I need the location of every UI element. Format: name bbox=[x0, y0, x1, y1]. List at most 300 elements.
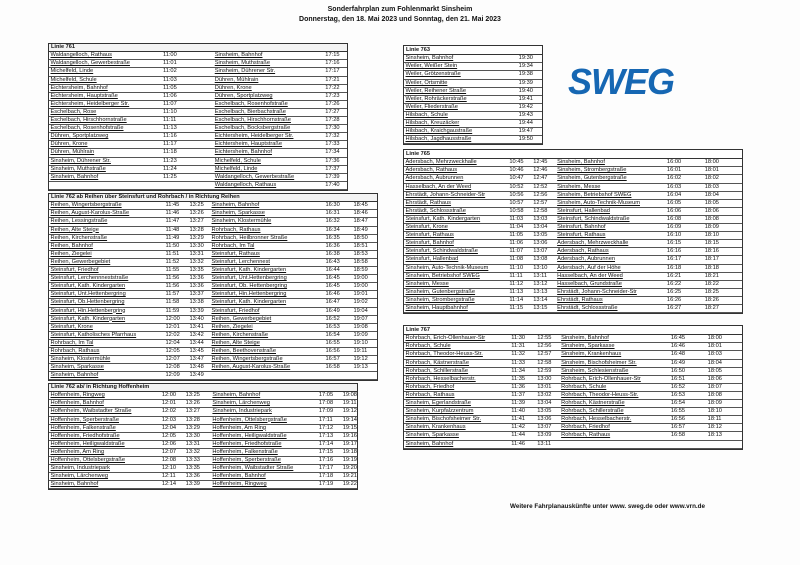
table-row bbox=[49, 392, 357, 400]
departure-time: 11:07 bbox=[508, 248, 532, 256]
departure-time: 13:44 bbox=[188, 339, 210, 347]
stop-name: Sinsheim, Auto-Technik-Museum bbox=[404, 264, 508, 272]
table-row bbox=[404, 416, 742, 424]
departure-time: 17:21 bbox=[324, 76, 346, 84]
departure-time: 13:31 bbox=[188, 250, 210, 258]
stop-name: Rohrbach, Friedhof bbox=[404, 383, 510, 391]
departure-time: 16:54 bbox=[324, 331, 352, 339]
departure-time: 13:36 bbox=[188, 275, 210, 283]
departure-time: 11:31 bbox=[510, 343, 536, 351]
stop-name: Reihen, August-Karolus-Straße bbox=[210, 364, 324, 372]
timetable-762-hoffenheim bbox=[48, 383, 358, 490]
departure-time: 11:39 bbox=[510, 400, 536, 408]
stop-name: Rohrbach, Rathaus bbox=[404, 391, 510, 399]
departure-time: 17:34 bbox=[324, 149, 346, 157]
stop-name: Steinsfurt, Hin.Hettenbergring bbox=[49, 307, 164, 315]
table-row bbox=[404, 183, 742, 191]
departure-time: 18:01 bbox=[703, 167, 742, 175]
departure-time: 18:02 bbox=[703, 175, 742, 183]
table-row bbox=[404, 440, 742, 448]
departure-time: 17:18 bbox=[317, 473, 341, 481]
stop-name: Sinsheim, Industriepark bbox=[211, 408, 317, 416]
stop-name: Hoffenheim, Bahnhof bbox=[49, 400, 160, 408]
departure-time: 18:06 bbox=[703, 207, 742, 215]
departure-time: 16:35 bbox=[324, 234, 352, 242]
stop-name: Eichtersheim, Hauptstraße bbox=[213, 141, 324, 149]
table-row bbox=[49, 364, 377, 372]
empty-cell bbox=[210, 372, 324, 380]
table-row bbox=[49, 117, 347, 125]
table-title: Linie 762 ab Reihen über Steinsfurt und Rohrbach / in Richtung Reihen bbox=[49, 194, 377, 202]
stop-name: Steinsfurt, Katholisches Pfarrhaus bbox=[49, 331, 164, 339]
stop-name: Sinsheim, Messe bbox=[556, 183, 666, 191]
departure-time: 11:08 bbox=[508, 256, 532, 264]
departure-time: 12:04 bbox=[164, 339, 188, 347]
table-row bbox=[49, 210, 377, 218]
departure-time: 12:58 bbox=[536, 359, 560, 367]
departure-time: 19:44 bbox=[517, 120, 542, 128]
stop-name: Rohrbach, Schillerstraße bbox=[404, 367, 510, 375]
departure-time: 11:46 bbox=[164, 210, 188, 218]
stop-name: Sinsheim, Industriepark bbox=[49, 465, 160, 473]
departure-time: 11:34 bbox=[510, 367, 536, 375]
departure-time: 12:47 bbox=[532, 175, 556, 183]
stop-name: Reihen, Ziegelei bbox=[49, 250, 164, 258]
departure-time: 11:15 bbox=[508, 304, 532, 312]
departure-time: 17:23 bbox=[324, 92, 346, 100]
departure-time: 18:08 bbox=[706, 391, 742, 399]
empty-cell bbox=[345, 108, 347, 116]
stop-name: Steinsfurt, Unt.Hettenbergring bbox=[49, 291, 164, 299]
stop-name: Reihen, Gewerbegebiet bbox=[210, 315, 324, 323]
stop-name: Sinsheim, Egerlandstraße bbox=[404, 400, 510, 408]
departure-time: 13:39 bbox=[184, 481, 211, 489]
departure-time: 11:44 bbox=[510, 432, 536, 440]
stop-name: Sinsheim, Kurpfalzzentrum bbox=[404, 408, 510, 416]
stop-name: Reihen, Alte Steige bbox=[210, 339, 324, 347]
stop-name: Michelfeld, Linde bbox=[213, 165, 324, 173]
stop-name: Reihen, August-Karolus-Straße bbox=[49, 210, 164, 218]
stop-name: Eichtersheim, Heidelberger Str. bbox=[213, 133, 324, 141]
departure-time: 18:17 bbox=[703, 256, 742, 264]
stop-name: Sinsheim, Bahnhof bbox=[560, 335, 670, 343]
stop-name: Sinsheim, Bischofsheimer Str. bbox=[560, 359, 670, 367]
departure-time: 13:30 bbox=[184, 432, 211, 440]
table-row bbox=[49, 440, 357, 448]
departure-time: 11:05 bbox=[508, 232, 532, 240]
stop-name: Waldangelloch, Rathaus bbox=[49, 52, 161, 60]
departure-time: 13:35 bbox=[184, 465, 211, 473]
stop-name: Rohrbach, Rathaus bbox=[210, 226, 324, 234]
departure-time: 11:07 bbox=[161, 100, 211, 108]
stop-name: Hoffenheim, Ottelsbergstraße bbox=[211, 416, 317, 424]
departure-time: 16:44 bbox=[324, 267, 352, 275]
departure-time: 18:49 bbox=[352, 226, 377, 234]
departure-time: 10:45 bbox=[508, 159, 532, 167]
stop-name: Reihen, Bahnhof bbox=[49, 242, 164, 250]
departure-time: 12:06 bbox=[160, 440, 184, 448]
stop-name: Steinsfurt, Ob. Hettenbergring bbox=[210, 283, 324, 291]
departure-time: 13:33 bbox=[184, 457, 211, 465]
departure-time: 11:57 bbox=[164, 291, 188, 299]
table-row bbox=[404, 256, 742, 264]
empty-cell bbox=[560, 440, 670, 448]
stop-name: Steinsfurt, Schindwaldstraße bbox=[556, 215, 666, 223]
empty-cell bbox=[345, 52, 347, 60]
stop-name: Ehrstädt, Rathaus bbox=[556, 296, 666, 304]
empty-cell bbox=[49, 181, 161, 189]
table-row bbox=[49, 283, 377, 291]
departure-time: 13:10 bbox=[532, 264, 556, 272]
table-row bbox=[49, 307, 377, 315]
table-row bbox=[404, 63, 542, 71]
departure-time: 11:24 bbox=[161, 165, 211, 173]
departure-time: 11:41 bbox=[510, 416, 536, 424]
departure-time: 12:05 bbox=[164, 347, 188, 355]
departure-time: 19:01 bbox=[352, 291, 377, 299]
stop-name: Rohrbach, Im Tal bbox=[49, 339, 164, 347]
departure-time: 11:23 bbox=[161, 157, 211, 165]
empty-cell bbox=[345, 125, 347, 133]
departure-time: 11:00 bbox=[161, 52, 211, 60]
departure-time: 13:29 bbox=[188, 234, 210, 242]
departure-time: 18:01 bbox=[706, 343, 742, 351]
departure-time: 12:52 bbox=[532, 183, 556, 191]
departure-time: 16:04 bbox=[665, 191, 703, 199]
stop-name: Steinsfurt, Hin.Hettenbergring bbox=[210, 291, 324, 299]
departure-time: 11:11 bbox=[508, 272, 532, 280]
departure-time: 11:52 bbox=[164, 258, 188, 266]
stop-name: Weiler, Reihener Straße bbox=[404, 87, 517, 95]
departure-time: 18:59 bbox=[352, 267, 377, 275]
table-row bbox=[49, 250, 377, 258]
departure-time: 18:15 bbox=[703, 240, 742, 248]
stop-name: Eichtersheim, Bahnhof bbox=[213, 149, 324, 157]
departure-time: 18:22 bbox=[703, 280, 742, 288]
stop-name: Sinsheim, Bahnhof bbox=[211, 392, 317, 400]
departure-time: 16:49 bbox=[669, 359, 706, 367]
stop-name: Reihen, Gewerbegebiet bbox=[49, 258, 164, 266]
stop-name: Sinsheim, Bahnhof bbox=[404, 440, 510, 448]
empty-cell bbox=[345, 84, 347, 92]
table-row bbox=[49, 157, 347, 165]
stop-name: Reihen, Beethovenstraße bbox=[210, 347, 324, 355]
departure-time: 12:55 bbox=[536, 335, 560, 343]
departure-time: 18:45 bbox=[352, 202, 377, 210]
departure-time: 12:58 bbox=[532, 207, 556, 215]
table-row bbox=[404, 111, 542, 119]
table-row bbox=[404, 280, 742, 288]
stop-name: Hoffenheim, Ottelsbergstraße bbox=[49, 457, 160, 465]
stop-name: Dühren, Krone bbox=[213, 84, 324, 92]
table-row bbox=[404, 432, 742, 440]
departure-time: 17:14 bbox=[317, 440, 341, 448]
stop-name: Rohrbach, Erich-Ollenhauer-Str bbox=[404, 335, 510, 343]
stop-name: Sinsheim, Gutenbergstraße bbox=[404, 288, 508, 296]
departure-time: 19:47 bbox=[517, 128, 542, 136]
stop-name: Sinsheim, Betriebshof SWEG bbox=[404, 272, 508, 280]
stop-name: Reihen, Lessingstraße bbox=[49, 218, 164, 226]
table-row bbox=[49, 92, 347, 100]
timetable-grid bbox=[404, 335, 742, 449]
table-row bbox=[404, 424, 742, 432]
departure-time: 16:22 bbox=[665, 280, 703, 288]
departure-time: 13:09 bbox=[536, 432, 560, 440]
departure-time: 12:00 bbox=[164, 315, 188, 323]
departure-time: 18:46 bbox=[352, 210, 377, 218]
stop-name: Ehrstädt, Schlossstraße bbox=[556, 304, 666, 312]
departure-time: 16:09 bbox=[665, 224, 703, 232]
empty-cell bbox=[345, 141, 347, 149]
timetable-765 bbox=[403, 149, 743, 314]
departure-time: 18:05 bbox=[703, 199, 742, 207]
stop-name: Reihen, Kirchenstraße bbox=[210, 331, 324, 339]
departure-time: 13:36 bbox=[188, 283, 210, 291]
stop-name: Steinsfurt, Rathaus bbox=[404, 232, 508, 240]
departure-time: 11:50 bbox=[164, 242, 188, 250]
departure-time: 17:15 bbox=[324, 52, 346, 60]
departure-time: 11:35 bbox=[510, 375, 536, 383]
stop-name: Dühren, Sportplatzweg bbox=[213, 92, 324, 100]
empty-cell bbox=[345, 133, 347, 141]
departure-time: 11:42 bbox=[510, 424, 536, 432]
stop-name: Weiler, Fliederstraße bbox=[404, 103, 517, 111]
empty-cell bbox=[345, 149, 347, 157]
departure-time: 10:46 bbox=[508, 167, 532, 175]
departure-time: 16:53 bbox=[669, 391, 706, 399]
departure-time: 10:56 bbox=[508, 191, 532, 199]
departure-time: 12:45 bbox=[532, 159, 556, 167]
table-row bbox=[49, 218, 377, 226]
stop-name: Reihen, Ziegelei bbox=[210, 323, 324, 331]
stop-name: Eichtersheim, Hauptstraße bbox=[49, 92, 161, 100]
table-row bbox=[49, 202, 377, 210]
stop-name: Rohrbach, Kästnerstraße bbox=[404, 359, 510, 367]
departure-time: 12:08 bbox=[164, 364, 188, 372]
departure-time: 18:09 bbox=[706, 400, 742, 408]
table-row bbox=[49, 473, 357, 481]
table-row bbox=[404, 248, 742, 256]
stop-name: Steinsfurt, Kath. Kindergarten bbox=[210, 267, 324, 275]
table-row bbox=[404, 159, 742, 167]
departure-time: 16:45 bbox=[324, 283, 352, 291]
departure-time: 13:07 bbox=[532, 248, 556, 256]
stop-name: Rohrbach, Schule bbox=[404, 343, 510, 351]
departure-time: 13:35 bbox=[188, 267, 210, 275]
departure-time: 13:12 bbox=[532, 280, 556, 288]
departure-time: 11:11 bbox=[161, 117, 211, 125]
stop-name: Waldangelloch, Rathaus bbox=[213, 181, 324, 189]
departure-time: 19:15 bbox=[342, 424, 357, 431]
table-row bbox=[49, 372, 377, 380]
departure-time: 11:10 bbox=[161, 108, 211, 116]
departure-time: 11:05 bbox=[161, 84, 211, 92]
departure-time: 19:40 bbox=[517, 87, 542, 95]
table-row bbox=[404, 296, 742, 304]
table-row bbox=[49, 457, 357, 465]
stop-name: Steinsfurt, Krone bbox=[404, 224, 508, 232]
stop-name: Sinsheim, Krankenhaus bbox=[404, 424, 510, 432]
departure-time: 16:06 bbox=[665, 207, 703, 215]
stop-name: Dühren, Sportplatzweg bbox=[49, 133, 161, 141]
departure-time: 17:26 bbox=[324, 100, 346, 108]
departure-time: 12:01 bbox=[160, 400, 184, 408]
table-row bbox=[49, 52, 347, 60]
departure-time: 11:10 bbox=[508, 264, 532, 272]
departure-time: 13:31 bbox=[184, 440, 211, 448]
timetable-grid bbox=[49, 202, 377, 380]
table-row bbox=[49, 448, 357, 456]
departure-time: 11:40 bbox=[510, 408, 536, 416]
departure-time: 16:16 bbox=[665, 248, 703, 256]
departure-time: 10:57 bbox=[508, 199, 532, 207]
stop-name: Steinsfurt, Schindwaldstraße bbox=[404, 248, 508, 256]
departure-time: 12:05 bbox=[160, 432, 184, 440]
stop-name: Sinsheim, Sparkasse bbox=[560, 343, 670, 351]
departure-time: 16:02 bbox=[665, 175, 703, 183]
departure-time: 19:12 bbox=[352, 356, 377, 364]
departure-time: 16:17 bbox=[665, 256, 703, 264]
stop-name: Steinsfurt, Unt.Hettenbergring bbox=[210, 275, 324, 283]
departure-time: 11:16 bbox=[161, 133, 211, 141]
stop-name: Sinsheim, Lärchenweg bbox=[49, 473, 160, 481]
departure-time: 16:47 bbox=[324, 299, 352, 307]
departure-time: 11:04 bbox=[508, 224, 532, 232]
table-row bbox=[49, 400, 357, 408]
departure-time: 13:32 bbox=[184, 448, 211, 456]
departure-time: 19:08 bbox=[342, 392, 357, 398]
departure-time: 17:17 bbox=[324, 68, 346, 76]
empty-cell bbox=[345, 68, 347, 76]
departure-time: 16:25 bbox=[665, 288, 703, 296]
departure-time: 13:38 bbox=[188, 299, 210, 307]
departure-time: 18:47 bbox=[352, 218, 377, 226]
departure-time: 18:25 bbox=[703, 288, 742, 296]
departure-time: 18:21 bbox=[703, 272, 742, 280]
departure-time: 12:08 bbox=[160, 457, 184, 465]
table-row bbox=[49, 299, 377, 307]
departure-time: 12:46 bbox=[532, 167, 556, 175]
departure-time: 17:08 bbox=[317, 400, 341, 408]
stop-name: Reihen, Wingertsbergstraße bbox=[210, 356, 324, 364]
stop-name: Hilsbach, Kreuzäcker bbox=[404, 120, 517, 128]
departure-time: 16:57 bbox=[669, 424, 706, 432]
table-row bbox=[49, 226, 377, 234]
departure-time: 13:11 bbox=[536, 440, 560, 448]
stop-name: Eschelbach, Hirschhornstraße bbox=[213, 117, 324, 125]
table-row bbox=[404, 351, 742, 359]
stop-name: Dühren, Krone bbox=[49, 141, 161, 149]
stop-name: Adersbach, Rathaus bbox=[404, 167, 508, 175]
departure-time: 13:06 bbox=[532, 240, 556, 248]
departure-time: 17:33 bbox=[324, 141, 346, 149]
departure-time: 12:11 bbox=[160, 473, 184, 481]
departure-time: 19:00 bbox=[352, 275, 377, 283]
departure-time: 12:10 bbox=[160, 465, 184, 473]
empty-cell bbox=[345, 117, 347, 125]
departure-time: 13:04 bbox=[536, 400, 560, 408]
departure-time: 16:55 bbox=[324, 339, 352, 347]
table-row bbox=[404, 55, 542, 63]
stop-name: Hoffenheim, Waibstadter Straße bbox=[49, 408, 160, 416]
stop-name: Eschelbach, Rosenhofstraße bbox=[213, 100, 324, 108]
stop-name: Steinsfurt, Ob.Hettenbergring bbox=[49, 299, 164, 307]
table-row bbox=[49, 173, 347, 181]
departure-time: 11:14 bbox=[508, 296, 532, 304]
empty-cell bbox=[345, 165, 347, 173]
departure-time: 16:56 bbox=[324, 347, 352, 355]
departure-time: 18:00 bbox=[703, 159, 742, 167]
table-row bbox=[49, 481, 357, 489]
footer-note: Weitere Fahrplanauskünfte unter www. sweg.de oder www.vrn.de bbox=[510, 503, 706, 510]
departure-time: 18:08 bbox=[703, 215, 742, 223]
stop-name: Adersbach, Rathaus bbox=[556, 248, 666, 256]
departure-time: 18:58 bbox=[352, 258, 377, 266]
departure-time: 16:32 bbox=[324, 218, 352, 226]
table-row bbox=[49, 347, 377, 355]
table-title: Linie 767 bbox=[404, 326, 742, 335]
table-row bbox=[49, 68, 347, 76]
departure-time: 18:09 bbox=[703, 224, 742, 232]
departure-time: 16:18 bbox=[665, 264, 703, 272]
table-row bbox=[49, 291, 377, 299]
stop-name: Rohrbach, Heilbronner Straße bbox=[210, 234, 324, 242]
departure-time: 11:51 bbox=[164, 250, 188, 258]
stop-name: Adersbach, Aubrunnen bbox=[404, 175, 508, 183]
stop-name: Sinsheim, Bahnhof bbox=[404, 55, 517, 63]
stop-name: Sinsheim, Bahnhof bbox=[49, 372, 164, 380]
empty-cell bbox=[345, 181, 347, 189]
departure-time: 12:07 bbox=[164, 356, 188, 364]
departure-time: 16:15 bbox=[665, 240, 703, 248]
departure-time: 16:34 bbox=[324, 226, 352, 234]
departure-time: 11:06 bbox=[508, 240, 532, 248]
timetable-grid bbox=[404, 159, 742, 313]
departure-time: 11:47 bbox=[164, 218, 188, 226]
stop-name: Sinsheim, Lärchenweg bbox=[211, 400, 317, 408]
departure-time: 16:48 bbox=[669, 351, 706, 359]
departure-time: 18:03 bbox=[706, 351, 742, 359]
departure-time: 13:03 bbox=[532, 215, 556, 223]
departure-time: 13:08 bbox=[532, 256, 556, 264]
stop-name: Sinsheim, Sparkasse bbox=[210, 210, 324, 218]
stop-name: Eschelbach, Hirschhornstraße bbox=[49, 117, 161, 125]
sweg-logo: SWEG bbox=[568, 61, 675, 102]
stop-name: Rohrbach, Im Tal bbox=[210, 242, 324, 250]
table-row bbox=[404, 240, 742, 248]
departure-time: 16:01 bbox=[665, 167, 703, 175]
table-row bbox=[49, 424, 357, 432]
departure-time: 16:38 bbox=[324, 250, 352, 258]
stop-name: Steinsfurt, Lerchennest bbox=[210, 258, 324, 266]
table-row bbox=[404, 359, 742, 367]
table-row bbox=[49, 275, 377, 283]
table-title: Linie 765 bbox=[404, 150, 742, 159]
departure-time: 13:05 bbox=[536, 408, 560, 416]
stop-name: Sinsheim, Muthstraße bbox=[213, 60, 324, 68]
departure-time: 16:51 bbox=[669, 375, 706, 383]
departure-time: 11:03 bbox=[508, 215, 532, 223]
stop-name: Michelfeld, Schule bbox=[213, 157, 324, 165]
table-title: Linie 761 bbox=[49, 44, 347, 52]
stop-name: Rohrbach, Kästnerstraße bbox=[560, 400, 670, 408]
departure-time: 11:13 bbox=[508, 288, 532, 296]
departure-time: 19:07 bbox=[352, 315, 377, 323]
departure-time: 18:53 bbox=[352, 250, 377, 258]
stop-name: Hoffenheim, Am Ring bbox=[49, 448, 160, 456]
header-title: Sonderfahrplan zum Fohlenmarkt Sinsheim bbox=[327, 6, 473, 13]
stop-name: Rohrbach, Hesselbacherstr. bbox=[404, 375, 510, 383]
